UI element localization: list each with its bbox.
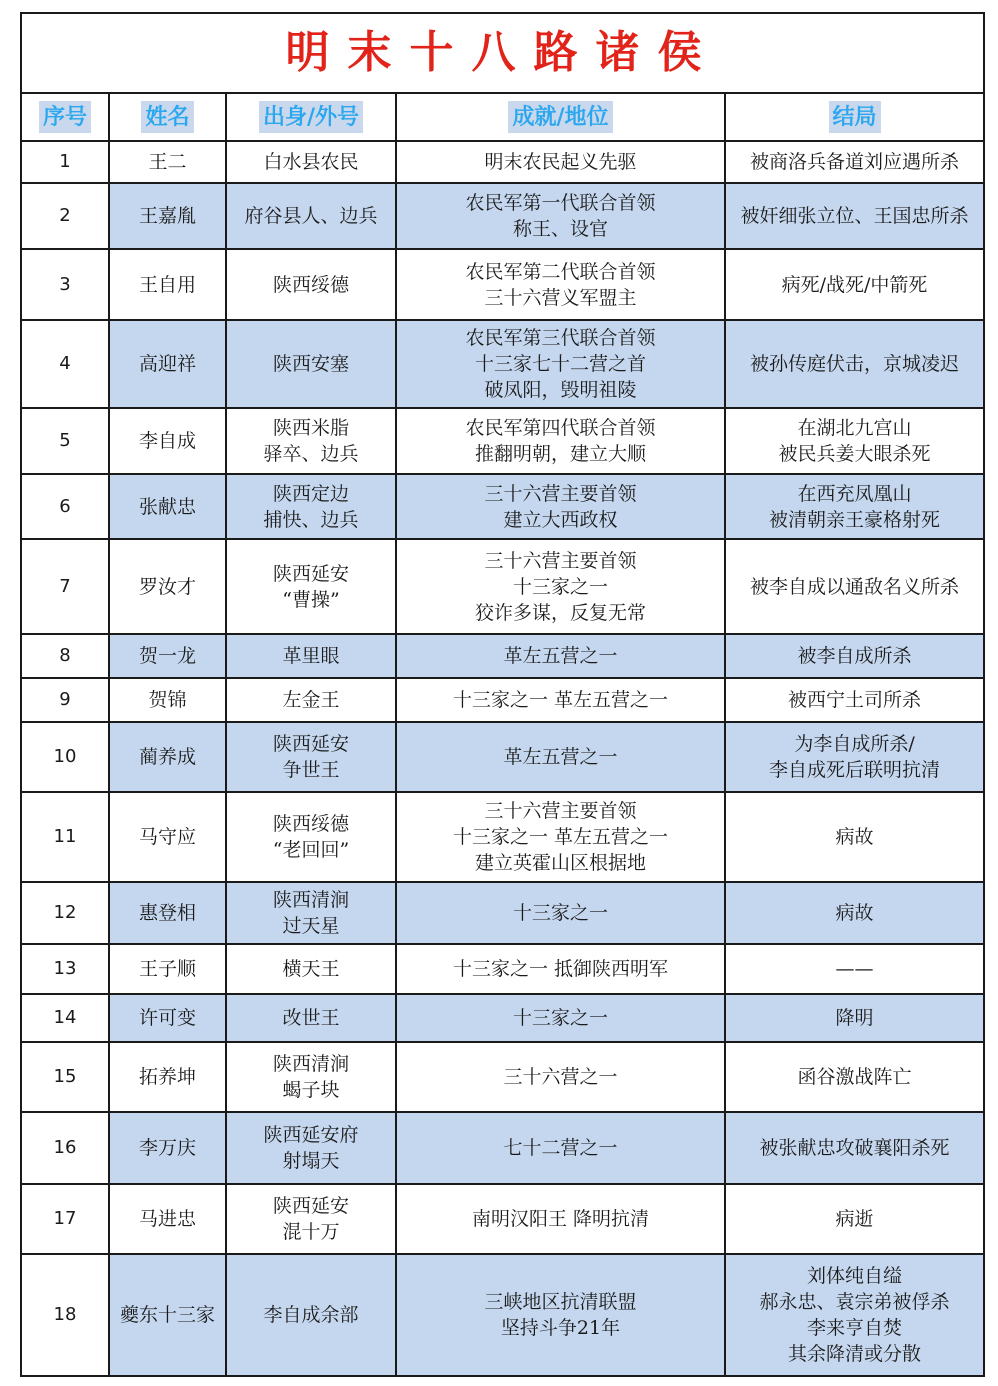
- cell-origin-line: 过天星: [282, 915, 340, 937]
- cell-name: 张献忠: [109, 474, 226, 539]
- cell-ending: [725, 1254, 984, 1376]
- cell-origin: [226, 1184, 396, 1254]
- cell-seq: 8: [21, 634, 109, 678]
- header-achievement: [396, 93, 725, 141]
- cell-name: 罗汝才: [109, 539, 226, 634]
- table-row: [21, 882, 984, 944]
- table-row: [21, 408, 984, 474]
- cell-origin-line: 陕西延安: [272, 1195, 349, 1217]
- cell-ending-line: 被李自成所杀: [797, 645, 912, 667]
- cell-seq: 17: [21, 1184, 109, 1254]
- cell-name: 贺锦: [109, 678, 226, 722]
- cell-ending-line: 被孙传庭伏击，京城凌迟: [750, 353, 960, 375]
- cell-ending: [725, 1112, 984, 1184]
- cell-origin: [226, 634, 396, 678]
- cell-seq: 5: [21, 408, 109, 474]
- cell-origin: [226, 320, 396, 408]
- cell-achievement-line: 十三家之一 革左五营之一: [452, 826, 669, 848]
- cell-origin-line: 陕西延安府: [263, 1124, 359, 1146]
- table-body: [21, 141, 984, 1376]
- cell-ending: [725, 141, 984, 183]
- cell-achievement-line: 三十六营义军盟主: [484, 286, 637, 309]
- cell-ending-line: 被奸细张立位、王国忠所杀: [740, 205, 969, 227]
- table-row: [21, 320, 984, 408]
- cell-name: 马进忠: [109, 1184, 226, 1254]
- table-row: [21, 722, 984, 792]
- table-row: [21, 1112, 984, 1184]
- table-row: [21, 183, 984, 249]
- cell-ending-line: 在湖北九宫山: [797, 417, 912, 439]
- table-row: [21, 678, 984, 722]
- cell-achievement-line: 三峡地区抗清联盟: [484, 1291, 637, 1313]
- cell-origin-line: 李自成余部: [263, 1304, 359, 1326]
- table-row: [21, 141, 984, 183]
- cell-achievement: [396, 408, 725, 474]
- cell-origin: [226, 474, 396, 539]
- cell-origin-line: 蝎子块: [282, 1079, 340, 1101]
- cell-achievement-line: 明末农民起义先驱: [484, 151, 637, 173]
- cell-ending-line: 被民兵姜大眼杀死: [778, 443, 931, 465]
- cell-achievement: [396, 320, 725, 408]
- cell-ending: [725, 320, 984, 408]
- cell-ending: [725, 1042, 984, 1112]
- cell-achievement: [396, 994, 725, 1042]
- cell-origin-line: 白水县农民: [263, 151, 359, 173]
- cell-seq: 18: [21, 1254, 109, 1376]
- cell-achievement-line: 十三家之一: [512, 1007, 608, 1029]
- cell-origin-line: 陕西绥德: [272, 273, 349, 296]
- cell-origin-line: 左金王: [282, 689, 340, 711]
- table-row: [21, 792, 984, 882]
- cell-ending: [725, 634, 984, 678]
- cell-origin: [226, 792, 396, 882]
- table-row: [21, 994, 984, 1042]
- cell-ending: [725, 722, 984, 792]
- cell-origin: [226, 994, 396, 1042]
- cell-achievement: [396, 141, 725, 183]
- cell-ending: [725, 249, 984, 320]
- cell-origin-line: 革里眼: [282, 645, 340, 667]
- table-row: [21, 1042, 984, 1112]
- cell-achievement-line: 革左五营之一: [503, 645, 618, 667]
- cell-ending: [725, 792, 984, 882]
- cell-achievement-line: 革左五营之一: [503, 746, 618, 768]
- cell-seq: 10: [21, 722, 109, 792]
- cell-name: 许可变: [109, 994, 226, 1042]
- cell-achievement-line: 农民军第四代联合首领: [465, 417, 656, 439]
- cell-origin: [226, 408, 396, 474]
- cell-achievement: [396, 539, 725, 634]
- cell-achievement-line: 狡诈多谋，反复无常: [474, 601, 646, 624]
- cell-origin-line: 陕西米脂: [272, 417, 349, 439]
- cell-achievement-line: 推翻明朝，建立大顺: [474, 443, 646, 465]
- header-label: 结局: [829, 101, 881, 133]
- header-label: 出身/外号: [259, 101, 363, 133]
- cell-origin-line: 陕西绥德: [272, 813, 349, 835]
- cell-ending-line: 郝永忠、袁宗弟被俘杀: [759, 1291, 950, 1313]
- cell-ending: [725, 944, 984, 994]
- cell-ending: [725, 474, 984, 539]
- cell-achievement-line: 三十六营之一: [503, 1066, 618, 1088]
- cell-seq: 1: [21, 141, 109, 183]
- cell-achievement: [396, 1112, 725, 1184]
- table-title: 明末十八路诸侯: [21, 13, 984, 93]
- cell-ending-line: 刘体纯自缢: [807, 1265, 903, 1287]
- cell-achievement: [396, 792, 725, 882]
- generals-table: [20, 12, 985, 1377]
- cell-ending-line: 病逝: [835, 1208, 874, 1230]
- cell-achievement: [396, 249, 725, 320]
- header-label: 姓名: [141, 101, 193, 133]
- cell-achievement-line: 十三家之一 抵御陕西明军: [452, 958, 669, 980]
- cell-ending: [725, 994, 984, 1042]
- cell-achievement: [396, 678, 725, 722]
- cell-achievement: [396, 882, 725, 944]
- cell-ending-line: ——: [835, 958, 874, 980]
- header-label: 序号: [39, 101, 91, 133]
- cell-origin: [226, 1254, 396, 1376]
- cell-achievement-line: 十三家之一 革左五营之一: [452, 689, 669, 711]
- cell-origin-line: 陕西延安: [272, 733, 349, 755]
- cell-achievement-line: 三十六营主要首领: [484, 800, 637, 822]
- table-row: [21, 1184, 984, 1254]
- cell-origin-line: 争世王: [282, 759, 340, 781]
- cell-origin-line: 横天王: [282, 958, 340, 980]
- cell-achievement: [396, 722, 725, 792]
- cell-seq: 4: [21, 320, 109, 408]
- cell-ending-line: 被商洛兵备道刘应遇所杀: [750, 151, 960, 173]
- cell-achievement-line: 农民军第一代联合首领: [465, 192, 656, 214]
- cell-achievement: [396, 634, 725, 678]
- cell-name: 蔺养成: [109, 722, 226, 792]
- cell-ending: [725, 539, 984, 634]
- cell-ending-line: 被张献忠攻破襄阳杀死: [759, 1137, 950, 1159]
- cell-achievement-line: 建立大西政权: [503, 508, 618, 531]
- cell-seq: 2: [21, 183, 109, 249]
- cell-name: 王嘉胤: [109, 183, 226, 249]
- cell-achievement-line: 破凤阳，毁明祖陵: [484, 379, 637, 401]
- cell-ending-line: 被西宁土司所杀: [788, 689, 922, 711]
- cell-name: 贺一龙: [109, 634, 226, 678]
- cell-seq: 14: [21, 994, 109, 1042]
- cell-achievement: [396, 1254, 725, 1376]
- cell-origin-line: 陕西清涧: [272, 889, 349, 911]
- cell-seq: 11: [21, 792, 109, 882]
- header-label: 成就/地位: [508, 101, 612, 133]
- cell-name: 夔东十三家: [109, 1254, 226, 1376]
- cell-origin: [226, 183, 396, 249]
- cell-seq: 13: [21, 944, 109, 994]
- cell-achievement-line: 十三家之一: [512, 575, 608, 598]
- cell-ending-line: 病死/战死/中箭死: [781, 273, 928, 296]
- cell-origin-line: 改世王: [282, 1007, 340, 1029]
- cell-achievement-line: 建立英霍山区根据地: [474, 852, 646, 874]
- table-row: [21, 1254, 984, 1376]
- cell-achievement-line: 十三家七十二营之首: [474, 353, 646, 375]
- cell-origin-line: “老回回”: [272, 839, 350, 861]
- header-seq: [21, 93, 109, 141]
- cell-ending-line: 降明: [835, 1007, 874, 1029]
- cell-seq: 9: [21, 678, 109, 722]
- cell-ending: [725, 882, 984, 944]
- cell-name: 王自用: [109, 249, 226, 320]
- header-name: [109, 93, 226, 141]
- cell-origin-line: 驿卒、边兵: [263, 443, 359, 465]
- cell-achievement: [396, 944, 725, 994]
- cell-achievement-line: 农民军第二代联合首领: [465, 260, 656, 283]
- cell-ending-line: 在西充凤凰山: [797, 482, 912, 505]
- cell-origin-line: 府谷县人、边兵: [244, 205, 378, 227]
- header-origin: [226, 93, 396, 141]
- cell-achievement-line: 七十二营之一: [503, 1137, 618, 1159]
- cell-origin: [226, 882, 396, 944]
- cell-seq: 12: [21, 882, 109, 944]
- cell-seq: 3: [21, 249, 109, 320]
- cell-name: 王子顺: [109, 944, 226, 994]
- header-ending: [725, 93, 984, 141]
- cell-achievement-line: 南明汉阳王 降明抗清: [471, 1208, 650, 1230]
- table-row: [21, 634, 984, 678]
- cell-ending-line: 其余降清或分散: [788, 1343, 922, 1365]
- cell-achievement-line: 农民军第三代联合首领: [465, 327, 656, 349]
- table-row: [21, 249, 984, 320]
- cell-seq: 7: [21, 539, 109, 634]
- cell-ending-line: 被清朝亲王豪格射死: [769, 508, 941, 531]
- cell-origin: [226, 722, 396, 792]
- cell-origin-line: 陕西定边: [272, 482, 349, 505]
- cell-seq: 15: [21, 1042, 109, 1112]
- cell-name: 马守应: [109, 792, 226, 882]
- cell-origin: [226, 141, 396, 183]
- cell-achievement: [396, 1184, 725, 1254]
- cell-name: 王二: [109, 141, 226, 183]
- cell-achievement-line: 称王、设官: [512, 218, 608, 240]
- cell-achievement: [396, 474, 725, 539]
- cell-ending: [725, 678, 984, 722]
- cell-origin: [226, 678, 396, 722]
- cell-achievement-line: 坚持斗争21年: [500, 1317, 621, 1339]
- cell-ending-line: 为李自成所杀/: [794, 733, 915, 755]
- cell-origin-line: 陕西安塞: [272, 353, 349, 375]
- cell-ending: [725, 1184, 984, 1254]
- cell-achievement: [396, 183, 725, 249]
- cell-ending-line: 病故: [835, 826, 874, 848]
- table-row: [21, 944, 984, 994]
- cell-origin-line: 捕快、边兵: [263, 508, 359, 531]
- cell-origin: [226, 944, 396, 994]
- cell-ending-line: 李自成死后联明抗清: [769, 759, 941, 781]
- cell-name: 李自成: [109, 408, 226, 474]
- cell-ending-line: 函谷激战阵亡: [797, 1066, 912, 1088]
- cell-ending-line: 被李自成以通敌名义所杀: [750, 575, 960, 598]
- cell-ending-line: 李来亨自焚: [807, 1317, 903, 1339]
- cell-achievement-line: 三十六营主要首领: [484, 549, 637, 572]
- cell-origin-line: 陕西清涧: [272, 1053, 349, 1075]
- cell-achievement: [396, 1042, 725, 1112]
- cell-name: 惠登相: [109, 882, 226, 944]
- cell-origin: [226, 539, 396, 634]
- cell-name: 高迎祥: [109, 320, 226, 408]
- cell-seq: 6: [21, 474, 109, 539]
- cell-origin: [226, 1112, 396, 1184]
- header-row: [21, 93, 984, 141]
- cell-ending: [725, 408, 984, 474]
- cell-achievement-line: 三十六营主要首领: [484, 482, 637, 505]
- cell-seq: 16: [21, 1112, 109, 1184]
- cell-ending-line: 病故: [835, 902, 874, 924]
- cell-name: 拓养坤: [109, 1042, 226, 1112]
- cell-ending: [725, 183, 984, 249]
- cell-origin-line: 混十万: [282, 1221, 340, 1243]
- cell-origin: [226, 249, 396, 320]
- cell-origin-line: 陕西延安: [272, 562, 349, 585]
- cell-achievement-line: 十三家之一: [512, 902, 608, 924]
- table-row: [21, 539, 984, 634]
- cell-origin-line: “曹操”: [282, 588, 340, 611]
- cell-origin: [226, 1042, 396, 1112]
- cell-origin-line: 射塌天: [282, 1150, 340, 1172]
- table-row: [21, 474, 984, 539]
- cell-name: 李万庆: [109, 1112, 226, 1184]
